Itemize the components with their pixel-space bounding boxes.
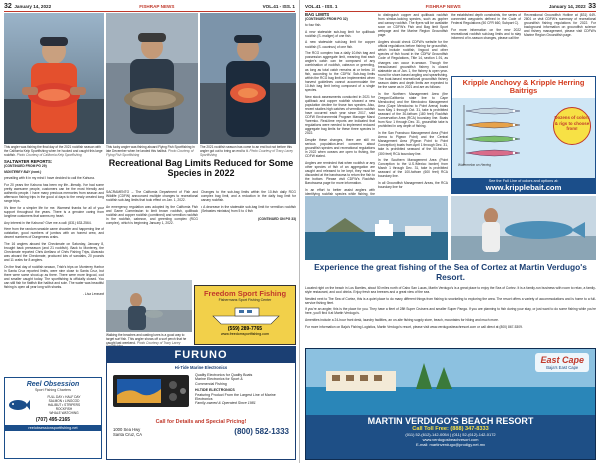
issue-date: January 14, 2022 — [14, 4, 52, 9]
saltwater-title: SALTWATER REPORTS: — [4, 160, 53, 164]
bag-limits-col2: to distinguish copper and quillback rockfish from similar-looking species, such as gopher and canary rockfish. The flyers will be available soon on CDFW's Fish and Bag limit Sport webpage and the Marine Region Groundfish page. Anglers should check CDFW's website for the official regulations before fishing for groundfish, which include rockfish, lingcod and other species of fish found in the CDFW Groundfish Code of Regulations, Title 14, section 1.91, as changes can occur in-season. Though the bread-based groundfish fishery is closed statewide as of Jan. 1, the fishery is open year-round for shore-based angling and spearfishing. The boat-based recreational groundfish fishery season dates and depth limits are expected to be the same as in 2021 and are as follows: In the Northern Management Area (the Oregon/California state line to Cape Mendocino) and the Mendocino Management Area (Cape Mendocino to Point Arena) boats from May 1 through Oct. 31, take is prohibited seaward of the 30-fathom (180 feet) Rockfish Conservation Area (RCA) boundary line. Boats from Nov. 1 through Dec. 31, groundfish take is prohibited in any depth of fishing. In the San Francisco Management Area (Point Arena to Pigeon Point) and the Central Management Area (Pigeon Point to Point Conception) boats from April 1 through Dec. 31, take is prohibited seaward of the 50-fathom (300 feet) RCA boundary line. In the Southern Management Area (Point Conception to the U.S./Mexico border) from March 1 through Dec. 31, take is prohibited seaward of the 100-fathom (600 feet) RCA boundary line. In all Groundfish Management Areas, the RCA boundary line for — [378, 13, 448, 190]
photo-halibut-angler — [106, 13, 198, 144]
recreational-article-col1: SACRAMENTO – The California Department of Fish and Wildlife (CDFW) announced multiple changes to recreational rockfish sub-bag limits that took effect on Jan. 1, 2022. An emergency regulation was adopted by the California Fish and Game Commission to limit brown rockfish, quillback rockfish and copper rockfish (combined) and vermilion rockfish in the rockfish, cabezon, and greenling complex (RCG complex), which is beginning January 1, 2022. — [106, 190, 198, 226]
recreational-headline: Recreational Bag Limits Reduced for Some Species in 2022 — [108, 158, 294, 178]
resort-web: www.verdugosbeachresort.com — [422, 437, 479, 442]
photo-caption-1: This angler was fishing the final day of the 2021 rockfish season with the California Kelp Sportfishing when he hooked and caught this large rockfish. Photo Courtesy of California Kelp Sportfishing — [4, 145, 103, 157]
volume-issue: VOL.41 - ISS. 1 — [262, 4, 295, 9]
bag-limits-subtitle: (CONTINUED FROM PG 32) — [305, 17, 348, 22]
bag-limits-title: BAG LIMITS — [305, 13, 330, 17]
reel-obsession-sub: Sport Fishing Charters — [35, 388, 71, 392]
kripple-bubble: Dozens of colors & rigs to choose from! — [553, 107, 591, 145]
kripple-footer: See the Full Line of colors and options at: — [488, 179, 559, 183]
furuno-tagline: Call for Details and Special Pricing! — [155, 419, 247, 425]
reel-obsession-title: Reel Obsession — [26, 381, 80, 388]
page-header-right — [305, 2, 596, 11]
furuno-brand: FURUNO — [107, 347, 295, 363]
reel-obsession-web: reelobsessionsportfishing.net — [5, 425, 101, 431]
photo-caption-4: Walking the beaches and casting lures is a good way to target surf fish. This angler shows off a surf perch that he caught last weekend. Photo Courtesy of Tracy Lacey — [106, 333, 187, 345]
photo-caption-3: The 2021 rockfish season has come to an end but not before this angler got out to bring an end to it. Photo Courtesy of Tracy Lacey Sportfishing — [200, 145, 293, 157]
volume-issue: VOL.41 - ISS. 1 — [305, 4, 338, 9]
fish-icon — [8, 398, 30, 412]
resort-name: MARTIN VERDUGO'S BEACH RESORT — [367, 416, 534, 426]
photo-season-end — [200, 13, 296, 144]
page-header-left — [4, 2, 295, 11]
reel-obsession-phone: (707) 495-2165 — [35, 417, 71, 423]
paper-name: FISHRAP NEWS — [425, 4, 461, 9]
ad-martin-verdugo — [305, 348, 596, 460]
right-page — [301, 0, 600, 463]
resort-email: E-mail: martinverdugo@prodigy.net.mx — [415, 442, 486, 447]
furuno-phone: (800) 582-1333 — [234, 427, 289, 436]
boat-icon — [195, 302, 296, 326]
saltwater-subtitle: (CONTINUED FROM PG 29) — [4, 164, 47, 169]
issue-date: January 14, 2022 — [548, 4, 586, 9]
freedom-sub: Fishermans Sport Fishing Center — [218, 298, 272, 302]
hitide-title: HI-TIDE ELECTRONICS — [195, 388, 235, 393]
continued-note: (CONTINUED ON PG 33) — [258, 216, 296, 221]
ad-reel-obsession: Reel Obsession Sport Fishing Charters FULL DAY • HALF DAY SALMON • LINGCOD HALIBUT • STRIPERS ROCKFISH WHALE WATCHING (707) 495-2165 reelobsessionsportfishing.net — [4, 377, 102, 459]
header-rule — [305, 11, 596, 12]
electronics-display-icon — [111, 373, 191, 409]
page-number: 32 — [4, 3, 12, 10]
bag-limits-col4: Recreational Groundfish Hotline at (831) 649-2801 or visit CDFW's summary of recreational groundfish fishing regulations for 2022. For background information on groundfish science and fishery management, please visit CDFW's Marine Region Groundfish page. — [524, 13, 596, 38]
ad-freedom-sportfishing — [194, 285, 296, 345]
east-cape-sub: Baja's East Cape — [546, 365, 579, 370]
ad-kripple-baitrigs: Kripple Anchovy & Kripple Herring Baitrigs Dozens of colors & rigs to choose from! Watermelon on Herring See the Full Line of colors and options at: www.kripplebait.com — [451, 76, 596, 194]
photo-rockfish-angler — [4, 13, 104, 144]
experience-article: Located right on the beach in Los Barriles, about 50 miles north of Cabo San Lucas, Martin Verdugo's is a great place to enjoy the Sea of Cortez. It is a family-run business with room to relax, a family-style restaurant, and cool drinks. Enjoy fresh sea breezes and a great view of the sea. Nestled next to The Sea of Cortez, this is a quiet place to do many different things from fishing to snorkeling to exploring the area. The resort offers a variety of accommodations and is home to a full-service fishing fleet. If you're an angler, this is the place for you. They have a fleet of 28ft Super Cruisers and smaller Super Panga. If you are planning to fish during your stay, or just want to do some fishing while you're here, you'll find it at Martin Verdugo's. Amenities include a 24-hour front desk, laundry facilities, an on-site fishing supply store, beach, mountains for hiking and much more. For more information on Baja's Fishing Logistics, Martin Verdugo's resort, please visit www.verdugosbeachresort.com or call direct at (800) 867-5309. — [305, 286, 596, 329]
page-number: 33 — [588, 3, 596, 10]
bag-limits-col1: BAG LIMITS (CONTINUED FROM PG 32) to four fish. A new statewide sub-bag limit for quillback rockfish (S. maliger) of one fish. A new statewide sub-bag limit for copper rockfish (S. caurinus) of one fish. The RCG complex has a daily 10-fish bag and possession aggregate limit, meaning that each angler's catch can be composed of any combination of rockfish, cabezon or greenling, as long as total catch remains at or below 10 fish, according to the CDFW. Sub-bag limits within the RCG bag limit are implemented when harvest guidelines cannot accommodate the 10-fish bag limit being composed of a single species. New stock assessments conducted in 2021 for quillback and copper rockfish showed a new population decline for those two species. Also, recent studies high catches of vermilion rockfish have occurred each year since 2017, said CDFW Environmental Program Manager Marci Yaremko. Real-time reports are indicated that regulations were needed to implement reduced aggregate bag limits for these three species in 2022. Despite these changes, there are still no serious population-level concerns about groundfish species and recreational regulations in 2022 when oceans are open to fishing, the CDFW stated. Anglers are reminded that when rockfish or any other species of fish of an aggregation are caught and released to be kept, they must be discarded at the barotrauma to return the fish to the bottom. Please visit CDFW's Rockfish Barotrauma page for more information. In an effort to better assist anglers with identifying rockfish species while fishing, the — [305, 13, 375, 197]
saltwater-reports-column: SALTWATER REPORTS: (CONTINUED FROM PG 29) MONTEREY BAY (cont.) prevailing with it in my mind I have decided to call the Kahuna. For 20 years the Kahuna has been my life...literally. I've had some pretty awesome people, customers can be the most friendly and authentic people. I have many precious memories from season and afternoon fishing trips in the good ol days to the newly created long range trips. It's time for a simpler life for me. Warmest thanks for all of your support throughout the years. There is a genuine caring from longtime customers that warms my heart. Any interest in the Kahuna? Give me a call: (831) 633-2564. Here from the random seaside came chowder and happening line of outstation, good numbers of jumbos with an honest crew, and decent numbers of Dungeness crabs. The 16 anglers aboard the Checkmate on Saturday, January 8, brought back preseason (and 21 rockfish). Back to Monterey, the Checkmate reported Chris Arellano of Chris Fishing Trips, Alvarado was aboard the Checkmate, produced lots of sandabs, 20 pounds and 11 crabs for 8 anglers. On the final day of rockfish season, Trish's trips on Monterey Harbor in Santa Cruz reported limits, were nine close to Santa Cruz, but there were some shoot-up as there. There were more lingcod, cod and smaller caught today. The sportfishing is officially closed. You can still fish for flatfish like halibut and sole. The water was beautiful fishing is open all year long with sharks. - Lisa Leonard — [4, 160, 104, 297]
baitrig-icon — [456, 103, 556, 167]
freedom-web: www.freedomsportfishing.com — [221, 332, 269, 336]
furuno-sub: Hi-Tide Marine Electronics — [174, 365, 228, 370]
kripple-title: Kripple Anchovy & Kripple Herring Baitrigs — [452, 77, 595, 98]
photo-resort-catch — [451, 196, 596, 260]
resort-phones: (011) 52-(612)-142-0054 | (011) 52-(612)-142-0172 — [405, 432, 496, 437]
resort-toll-free: Call Toll Free: (888) 347-8333 — [412, 426, 489, 432]
header-rule — [4, 11, 295, 12]
east-cape-title: East Cape — [540, 355, 584, 365]
photo-surf-perch — [106, 280, 192, 332]
experience-headline: Experience the great fishing of the Sea of Cortez at Martin Verdugo's Resort. — [314, 262, 587, 282]
freedom-title: Freedom Sport Fishing — [203, 289, 287, 298]
photo-sea-of-cortez — [305, 196, 448, 260]
freedom-phone: (559) 289-7765 — [227, 326, 263, 332]
bag-limits-col3: the established depth constraints, the series of connected waypoints defined in the Code of Federal Regulations (50 CFR 660, Subpart C). For more information on the new 2022 recreational rockfish sub-bag limits and to stay informed of in-season changes, please call the — [451, 13, 521, 40]
paper-name: FISHRAP NEWS — [139, 4, 175, 9]
kripple-web: www.kripplebait.com — [485, 183, 562, 192]
recreational-article-col2: Changes to the sub-bag limits within the 10-fish daily RCG complex bag limit, and a reduction in the daily bag limit for canary rockfish. • A decrease in the statewide sub-bag limit for vermilion rockfish (Sebastes miniatus) from 5 to 4 fish (CONTINUED ON PG 33) — [201, 190, 296, 221]
saltwater-location: MONTEREY BAY (cont.) — [4, 170, 42, 175]
ad-furuno: FURUNO Hi-Tide Marine Electronics Quality Electronics for Quality Boats Marine Electronics for Sport & Commercial Fishing HI-TIDE ELECTRONICS Featuring Product From the Largest Line of Marine Electronics Family-owned & Operated Since 1981 Call for Details and Special Pricing! 1000 Sea Hwy Santa Cruz, CA (800) 582-1333 — [106, 346, 296, 460]
photo-caption-2: This lucky angler was fishing aboard Flying Fish Sportfishing in late December when he landed this halibut. Photo Courtesy of Flying Fish Sportfishing — [106, 145, 195, 157]
